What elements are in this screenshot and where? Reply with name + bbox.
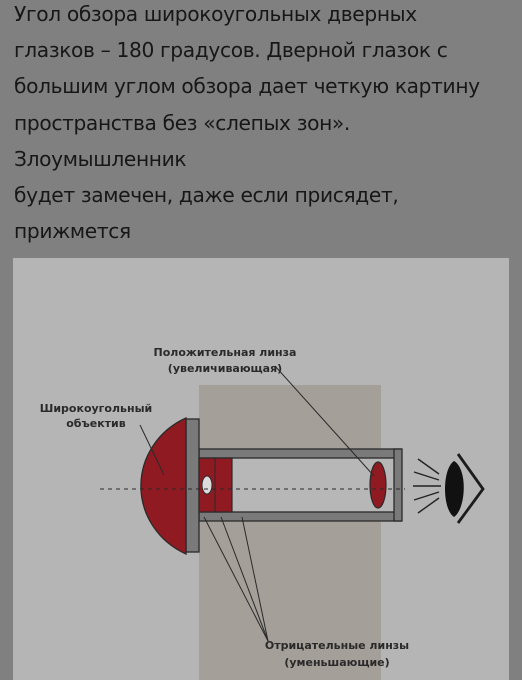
label-negative-lenses-line1: Отрицательные линзы <box>264 639 410 652</box>
label-negative-lenses-line2: (уменьшающие) <box>284 656 390 669</box>
tube-bottom-wall <box>199 512 401 521</box>
positive-lens <box>370 462 386 508</box>
article-paragraph: Угол обзора широкоугольных дверных глазков – 180 градусов. Дверной глазок с большим углом обзора дает четкую картину пространства без «слепых зон». Злоумышленник будет замечен, даже если присядет, прижмется <box>14 2 480 244</box>
tube-top-wall <box>199 449 401 458</box>
door-wall <box>199 385 381 680</box>
label-positive-lens-line1: Положительная линза <box>153 346 297 359</box>
label-wide-angle-line2: объектив <box>66 417 126 430</box>
negative-lens-center <box>202 476 212 494</box>
eye-icon <box>445 454 483 523</box>
light-rays-icon <box>413 459 441 513</box>
label-positive-lens-line2: (увеличивающая) <box>167 362 283 375</box>
peephole-diagram-svg <box>13 258 509 680</box>
door-peephole-diagram <box>13 258 509 680</box>
tube-end-cap <box>394 449 402 521</box>
flange-plate <box>186 419 199 552</box>
label-wide-angle-line1: Широкоугольный <box>39 402 153 415</box>
wide-angle-lens <box>141 418 186 554</box>
